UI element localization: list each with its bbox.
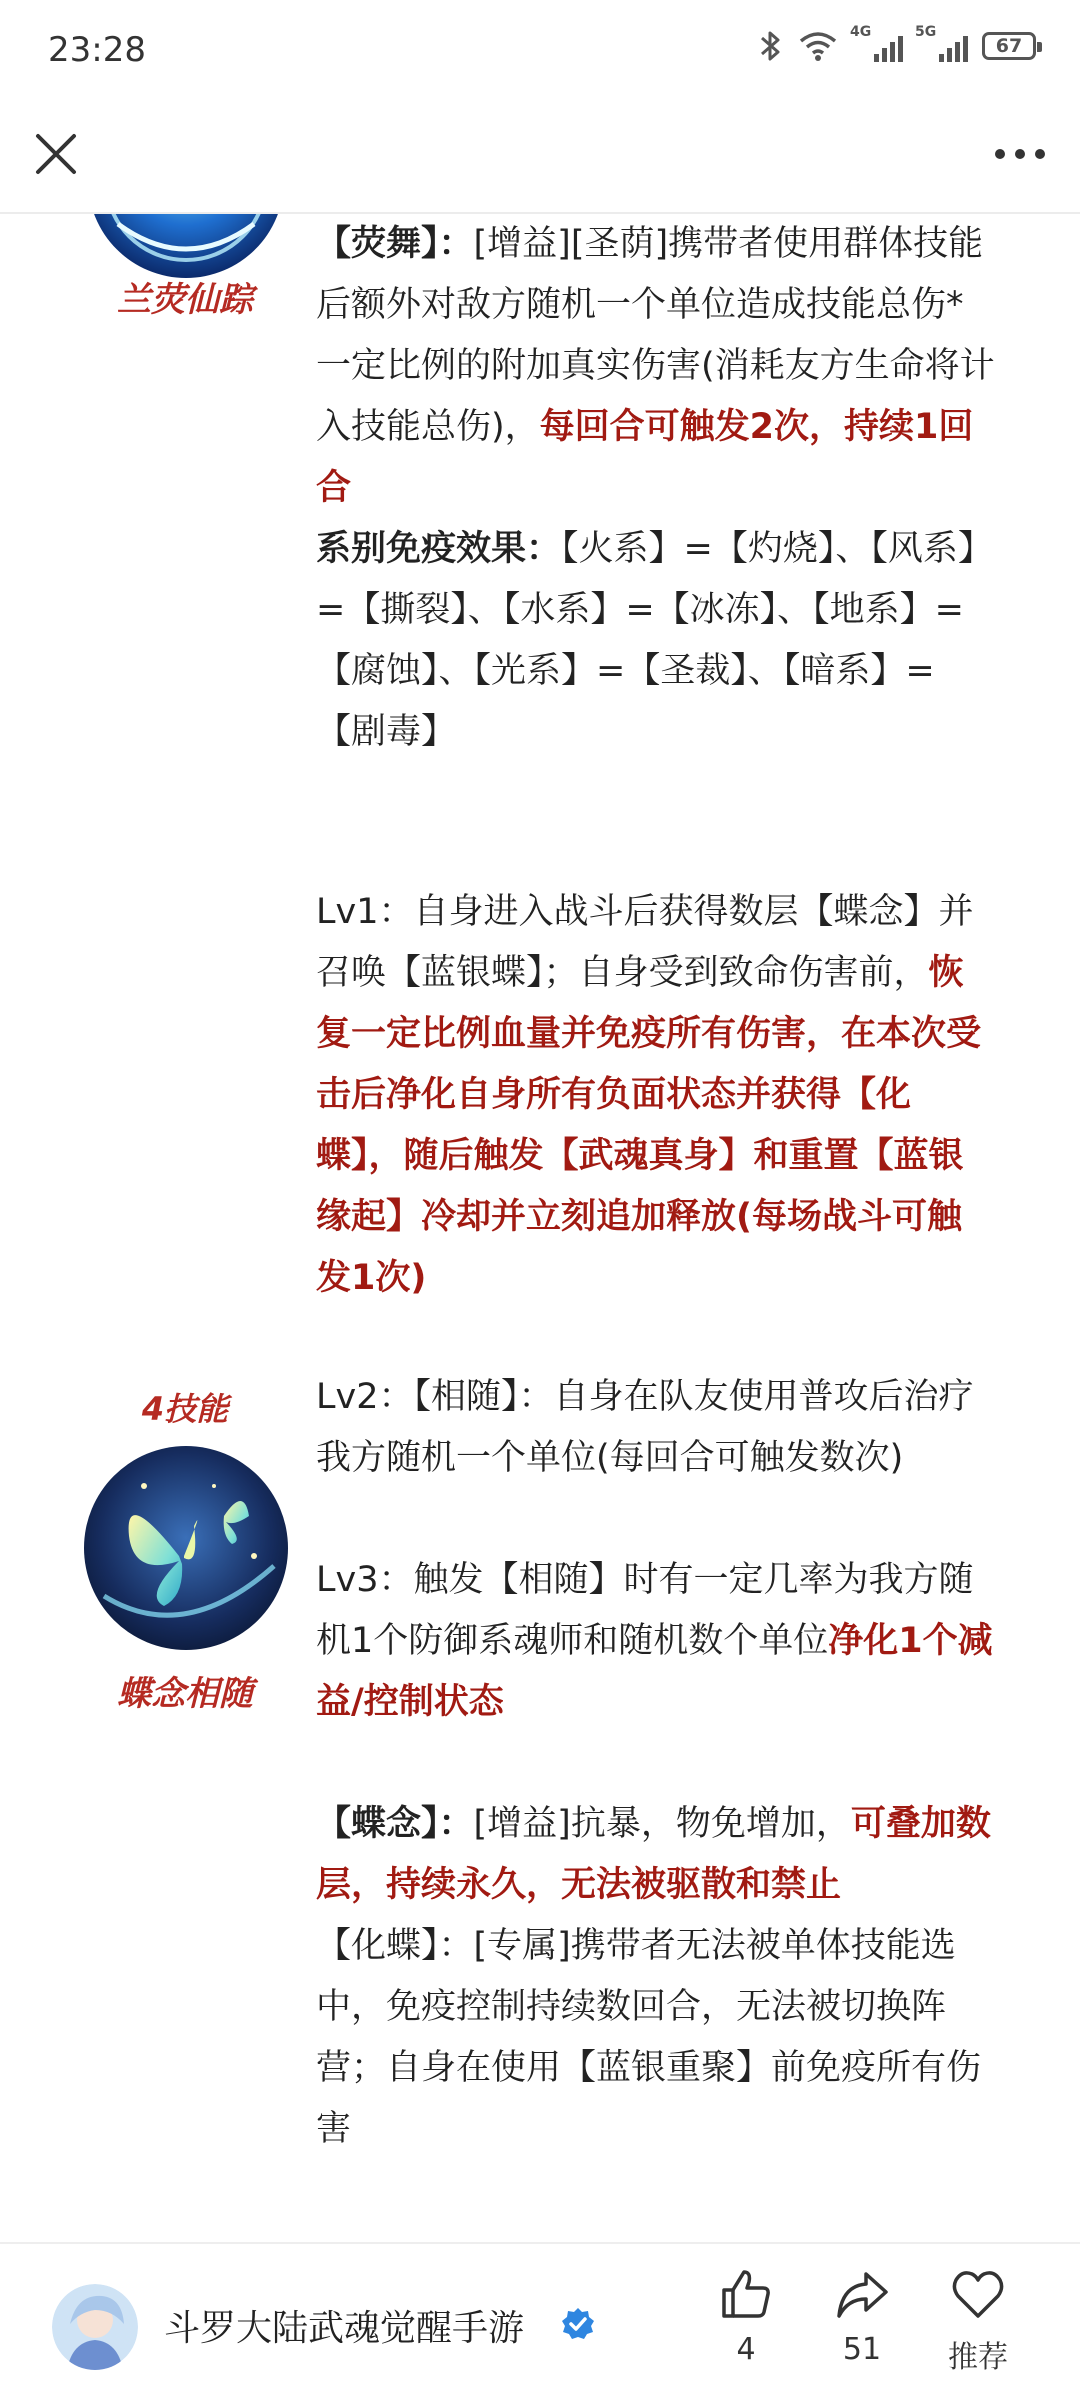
skill-levels	[316, 882, 996, 2160]
like-count: 4	[736, 2332, 756, 2367]
text-die-nian: [增益]抗暴，物免增加，	[473, 1804, 851, 1844]
share-icon	[834, 2266, 890, 2322]
skill-1-name: 兰荧仙踪	[117, 280, 253, 320]
avatar[interactable]	[52, 2284, 138, 2370]
status-time: 23:28	[48, 30, 146, 70]
text-hua-die: 【化蝶】：[专属]携带者无法被单体技能选中，免疫控制持续数回合，无法被切换阵营；自身在使用【蓝银重聚】前免疫所有伤害	[316, 1926, 982, 2149]
text-immunity: 【火系】=【灼烧】、【风系】=【撕裂】、【水系】=【冰冻】、【地系】=【腐蚀】、【光系】=【圣裁】、【暗系】=【剧毒】	[316, 529, 993, 752]
heart-icon	[950, 2266, 1006, 2322]
author-name[interactable]: 斗罗大陆武魂觉醒手游	[164, 2308, 525, 2349]
paragraph-immunity	[316, 519, 996, 763]
share-count: 51	[842, 2332, 882, 2367]
highlight-die-nian: 可叠加数层，持续永久，无法被驱散和禁止	[316, 1804, 991, 1905]
more-icon	[990, 128, 1050, 180]
skill-2-tag: 4技能	[141, 1390, 229, 1428]
close-icon	[30, 128, 82, 180]
term-ying-wu: 【荧舞】：	[316, 224, 474, 264]
butterfly-skill-icon	[84, 1446, 288, 1650]
status-bar	[0, 0, 1080, 100]
paragraph-lv2	[316, 1367, 996, 1489]
like-button[interactable]	[686, 2266, 806, 2367]
recommend-button[interactable]	[918, 2266, 1038, 2376]
signal-icon: 4G	[852, 30, 903, 62]
skill-1-icon	[88, 214, 284, 280]
paragraph-hua-die	[316, 1916, 996, 2160]
battery-icon: 67	[982, 32, 1036, 60]
text-lv2: Lv2：【相随】：自身在队友使用普攻后治疗我方随机一个单位(每回合可触发数次)	[316, 1377, 974, 1478]
text-lv3: Lv3：触发【相随】时有一定几率为我方随机1个防御系魂师和随机数个单位	[316, 1560, 974, 1661]
avatar-image	[52, 2284, 138, 2370]
recommend-label: 推荐	[948, 2340, 1008, 2375]
bottom-bar	[0, 2242, 1080, 2402]
more-button[interactable]	[990, 128, 1050, 180]
skill-2-name: 蝶念相随	[117, 1674, 253, 1714]
paragraph-lv3	[316, 1550, 996, 1733]
highlight-ying-wu: 每回合可触发2次，持续1回合	[316, 407, 974, 508]
article-content	[0, 214, 1080, 2242]
paragraph-lv1	[316, 882, 996, 1309]
paragraph-die-nian	[316, 1794, 996, 1916]
text-ying-wu: [增益][圣荫]携带者使用群体技能后额外对敌方随机一个单位造成技能总伤*一定比例的附加真实伤害(消耗友方生命将计入技能总伤)，	[316, 224, 995, 447]
status-icons	[758, 24, 1036, 64]
term-immunity: 系别免疫效果：	[316, 529, 562, 569]
highlight-lv3: 净化1个减益/控制状态	[316, 1621, 993, 1722]
thumbs-up-icon	[718, 2266, 774, 2322]
highlight-lv1: 恢复一定比例血量并免疫所有伤害，在本次受击后净化自身所有负面状态并获得【化蝶】，随后触发【武魂真身】和重置【蓝银缘起】冷却并立刻追加释放(每场战斗可触发1次)	[316, 953, 982, 1298]
wifi-icon	[798, 30, 838, 62]
paragraph-ying-wu	[316, 214, 996, 519]
close-button[interactable]	[30, 128, 82, 180]
article-text	[316, 214, 996, 763]
share-button[interactable]	[802, 2266, 922, 2367]
term-die-nian: 【蝶念】：	[316, 1804, 474, 1844]
top-bar	[0, 100, 1080, 214]
text-lv1: Lv1：自身进入战斗后获得数层【蝶念】并召唤【蓝银蝶】；自身受到致命伤害前，	[316, 892, 974, 993]
signal-icon-2: 5G	[917, 30, 968, 62]
skill-2	[0, 1384, 370, 1714]
verified-badge-icon	[560, 2306, 596, 2342]
bluetooth-icon	[758, 28, 784, 64]
